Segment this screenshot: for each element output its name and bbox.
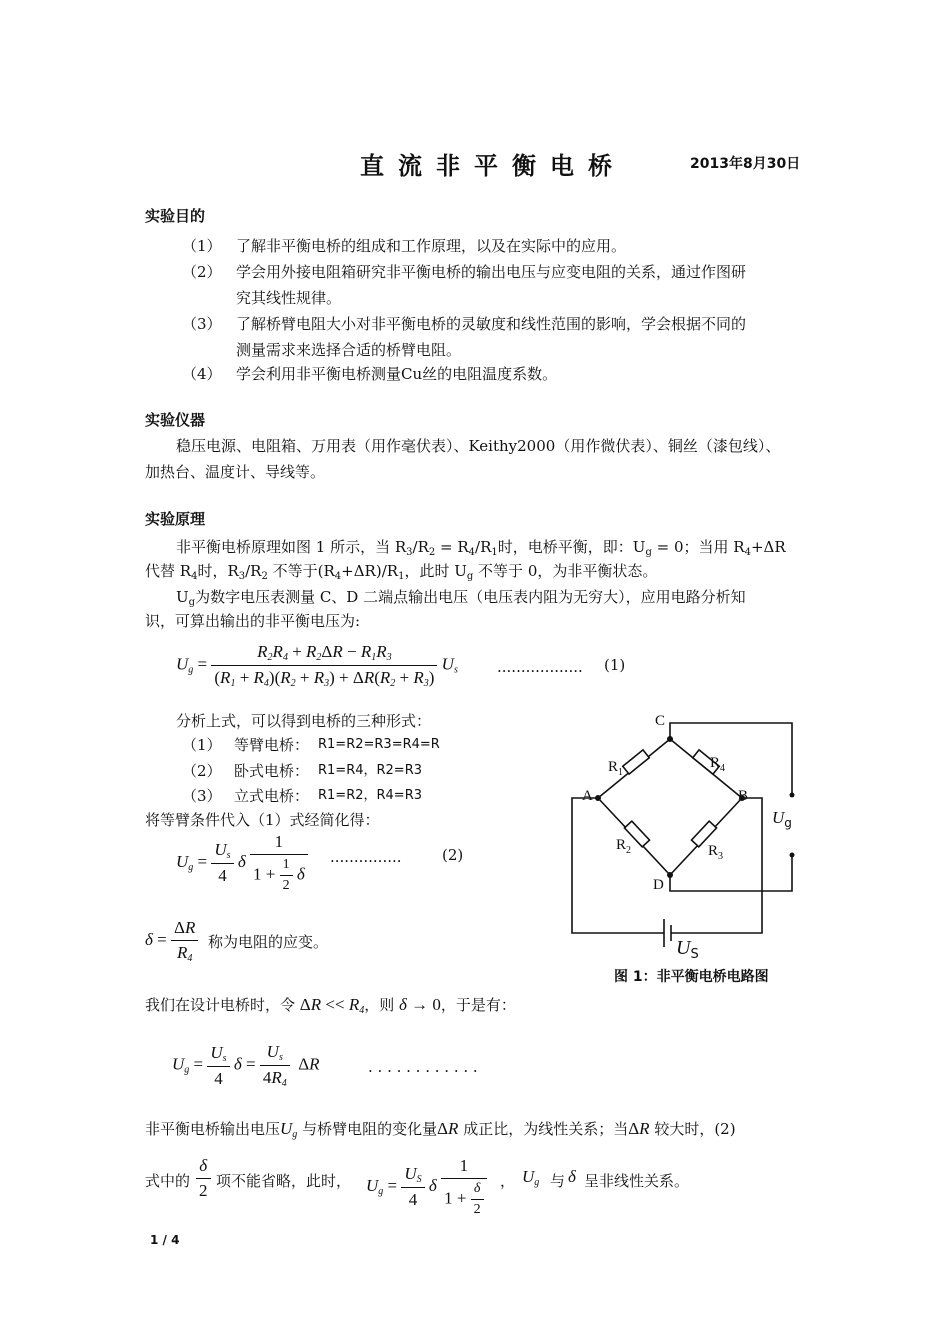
label-b: B [738,788,749,804]
node-d [667,872,673,878]
equation-2: $U_g$ = $\frac{U_s}{4}$ δ 1 1 + $\frac{1}{2}$ δ [176,832,308,894]
label-d: D [653,877,664,893]
svg-text:R3: $R_3$ [708,843,724,862]
purpose-text-4: 学会利用非平衡电桥测量Cu丝的电阻温度系数。 [236,365,558,383]
equation-nonlinear: $U_g$ = $\frac{U_S}{4}$ δ 1 1 + $\frac{\delta}{2}$ [366,1156,487,1218]
delta-half: $\frac{\delta}{2}$ [196,1156,211,1201]
form-num-1: （1） [182,736,222,754]
label-r1: R [608,759,619,775]
nonlinear-text-e: 呈非线性关系。 [584,1172,690,1190]
terminal-ug-top [790,793,795,798]
instruments-line-1: 稳压电源、电阻箱、万用表（用作毫伏表）、Keithy2000（用作微伏表）、铜丝（漆包线）、 [176,437,781,455]
label-a: A [582,788,593,804]
form-cond-2: R1=R4，R2=R3 [318,763,423,778]
principle-heading: 实验原理 [145,510,206,528]
design-text: 我们在设计电桥时，令 $\Delta R << R_4$，则 δ → 0，于是有： [145,995,516,1016]
strain-text: 称为电阻的应变。 [208,933,329,951]
purpose-text-2b: 究其线性规律。 [236,289,342,307]
delta-symbol: δ [568,1167,576,1186]
resistor-r1 [623,750,649,774]
purpose-num-2: （2） [182,263,222,281]
instruments-heading: 实验仪器 [145,411,206,429]
form-cond-1: R1=R2=R3=R4=R [318,737,440,752]
form-num-2: （2） [182,762,222,780]
label-ug: U [772,808,785,827]
label-r4: R [710,755,721,771]
principle-para-2-line-1: $U_g$为数字电压表测量 C、D 二端点输出电压（电压表内阻为无穷大），应用电路分析知 [176,588,746,608]
svg-text:R4: $R_4$ [710,755,726,774]
principle-para-2-line-2: 识，可算出输出的非平衡电压为: [145,612,361,630]
nonlinear-text-a: 式中的 [145,1172,191,1190]
svg-text:R2: $R_2$ [616,837,632,856]
form-name-3: 立式电桥： [234,787,310,805]
wire-ug-d [670,855,792,891]
label-us: U [676,937,691,959]
equation-2-dots: ............... [330,848,402,866]
resistor-r2 [624,821,649,847]
nonlinear-text-d: 与 [550,1172,566,1190]
bridge-circuit-diagram [560,705,810,965]
purpose-num-1: （1） [182,237,222,255]
purpose-num-3: （3） [182,315,222,333]
principle-para-1-line-1: 非平衡电桥原理如图 1 所示，当 $R_3/R_2 = R_4/R_1$时，电桥平衡，即：$U_g = 0$；当用 $R_4+\Delta R$ [176,538,786,558]
analysis-text: 分析上式，可以得到电桥的三种形式： [176,712,432,730]
figure-caption: 图 1：非平衡电桥电路图 [614,969,769,985]
simplify-text: 将等臂条件代入（1）式经简化得： [145,811,380,829]
equation-2-label: (2) [442,846,464,864]
linear-text: 非平衡电桥输出电压$U_g$ 与桥臂电阻的变化量ΔR 成正比，为线性关系；当ΔR 较大时，(2) [145,1119,736,1140]
node-c [667,736,673,742]
purpose-num-4: （4） [182,365,222,383]
equation-1: $U_g$ = $\frac{R_2R_4 + R_2\Delta R - R_1R_3}{(R_1 + R_4)(R_2 + R_3) + \Delta R(R_2 + R_3)}$ $U_s$ [176,642,458,689]
date: 2013年8月30日 [690,156,801,172]
purpose-text-2a: 学会用外接电阻箱研究非平衡电桥的输出电压与应变电阻的关系，通过作图研 [236,263,747,281]
purpose-text-3a: 了解桥臂电阻大小对非平衡电桥的灵敏度和线性范围的影响，学会根据不同的 [236,315,747,333]
purpose-text-1: 了解非平衡电桥的组成和工作原理，以及在实际中的应用。 [236,237,627,255]
purpose-text-3b: 测量需求来选择合适的桥臂电阻。 [236,341,462,359]
purpose-heading: 实验目的 [145,207,206,225]
svg-text:US: $U_S$ [676,937,699,962]
equation-3: $U_g$ = $\frac{U_s}{4}$ δ = $\frac{U_s}{4R_4}$ ΔR [172,1042,320,1089]
nonlinear-comma: ， [500,1172,516,1190]
principle-para-1-line-2: 代替 $R_4$时，$R_3/R_2$ 不等于$(R_4+\Delta R)/R_1$，此时 $U_g$ 不等于 0，为非平衡状态。 [145,562,658,582]
label-c: C [655,713,666,729]
equation-3-dots: . . . . . . . . . . . . [368,1058,478,1076]
wire-c-ug [670,723,792,795]
nonlinear-text-b: 项不能省略，此时， [216,1172,352,1190]
form-name-1: 等臂电桥： [234,736,310,754]
terminal-ug-bottom [790,853,795,858]
instruments-line-2: 加热台、温度计、导线等。 [145,463,326,481]
node-a [595,795,601,801]
equation-1-dots: .................. [497,658,583,676]
label-r2: R [616,837,627,853]
page-number: 1 / 4 [150,1233,180,1247]
label-r3: R [708,843,719,859]
wire-source-b [671,798,762,933]
equation-1-label: (1) [604,656,626,674]
form-name-2: 卧式电桥： [234,762,310,780]
svg-text:Ug: $U_g$ [772,808,792,830]
page-title: 直流非平衡电桥 [360,152,626,180]
form-num-3: （3） [182,787,222,805]
form-cond-3: R1=R2，R4=R3 [318,788,423,803]
strain-definition: δ = $\frac{\Delta R}{R_4}$ [145,918,198,964]
ug-symbol: $U_g$ [522,1167,540,1188]
svg-text:R1: $R_1$ [608,759,624,778]
